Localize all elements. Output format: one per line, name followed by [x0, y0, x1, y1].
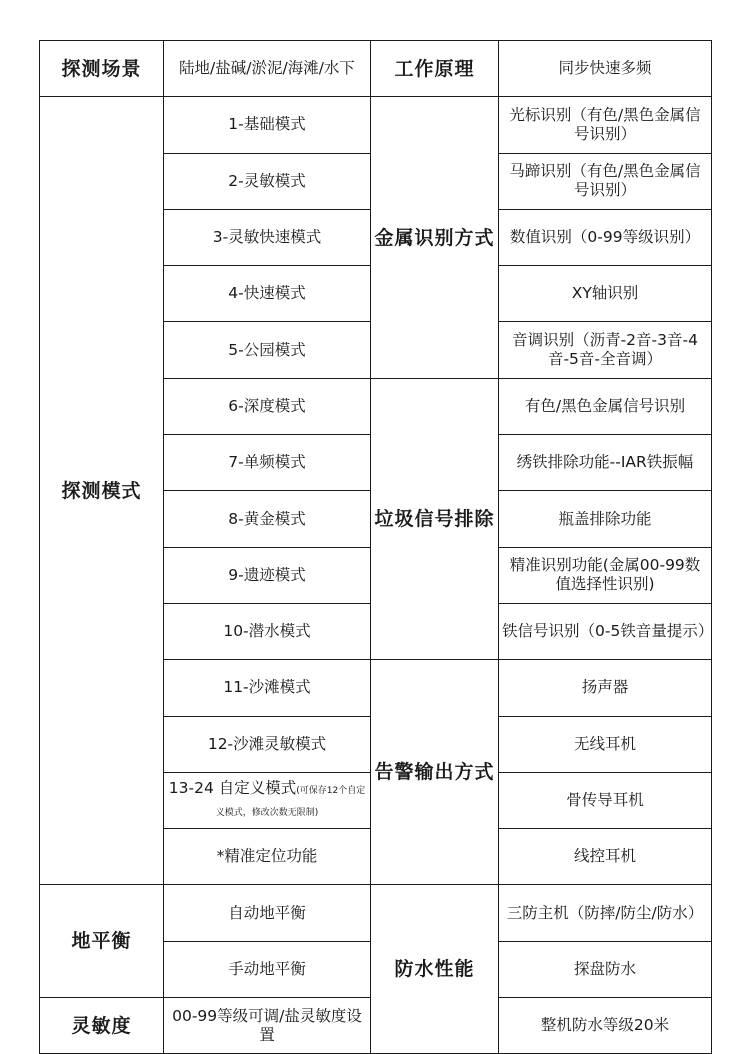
mode-item: 7-单频模式	[164, 435, 371, 491]
junk-reject-label: 垃圾信号排除	[371, 378, 499, 659]
ground-balance-item: 自动地平衡	[164, 885, 371, 941]
alarm-output-label: 告警输出方式	[371, 660, 499, 885]
mode-item: 12-沙滩灵敏模式	[164, 716, 371, 772]
mode-item: 1-基础模式	[164, 97, 371, 153]
waterproof-item: 探盘防水	[499, 941, 712, 997]
mode-item: 2-灵敏模式	[164, 153, 371, 209]
mode-item-custom	[164, 772, 371, 828]
row-header	[40, 41, 712, 97]
scene-label: 探测场景	[40, 41, 164, 97]
mode-item: 10-潜水模式	[164, 603, 371, 659]
mode-item: 6-深度模式	[164, 378, 371, 434]
mode-custom-note: (可保存12个自定义模式，修改次数无限制)	[215, 785, 366, 818]
mode-item: 5-公园模式	[164, 322, 371, 378]
metal-id-label: 金属识别方式	[371, 97, 499, 378]
junk-item: 精准识别功能(金属00-99数值选择性识别)	[499, 547, 712, 603]
mode-item: 8-黄金模式	[164, 491, 371, 547]
alarm-item: 扬声器	[499, 660, 712, 716]
mode-item: *精准定位功能	[164, 829, 371, 885]
waterproof-label: 防水性能	[371, 885, 499, 1054]
junk-item: 瓶盖排除功能	[499, 491, 712, 547]
mode-item: 9-遗迹模式	[164, 547, 371, 603]
ground-balance-label: 地平衡	[40, 885, 164, 998]
alarm-item: 无线耳机	[499, 716, 712, 772]
mode-custom-label: 13-24 自定义模式	[168, 778, 297, 797]
metal-id-item: 音调识别（沥青-2音-3音-4音-5音-全音调）	[499, 322, 712, 378]
junk-item: 绣铁排除功能--IAR铁振幅	[499, 435, 712, 491]
mode-item: 11-沙滩模式	[164, 660, 371, 716]
junk-item: 有色/黑色金属信号识别	[499, 378, 712, 434]
table-row	[40, 97, 712, 153]
sensitivity-label: 灵敏度	[40, 998, 164, 1054]
principle-label: 工作原理	[371, 41, 499, 97]
sensitivity-value: 00-99等级可调/盐灵敏度设置	[164, 998, 371, 1054]
principle-value: 同步快速多频	[499, 41, 712, 97]
ground-balance-item: 手动地平衡	[164, 941, 371, 997]
alarm-item: 骨传导耳机	[499, 772, 712, 828]
metal-id-item: XY轴识别	[499, 266, 712, 322]
detect-modes-label: 探测模式	[40, 97, 164, 885]
spec-table	[39, 40, 712, 1054]
table-row	[40, 885, 712, 941]
scene-value: 陆地/盐碱/淤泥/海滩/水下	[164, 41, 371, 97]
junk-item: 铁信号识别（0-5铁音量提示）	[499, 603, 712, 659]
metal-id-item: 马蹄识别（有色/黑色金属信号识别）	[499, 153, 712, 209]
mode-item: 4-快速模式	[164, 266, 371, 322]
metal-id-item: 光标识别（有色/黑色金属信号识别）	[499, 97, 712, 153]
waterproof-item: 三防主机（防摔/防尘/防水）	[499, 885, 712, 941]
metal-id-item: 数值识别（0-99等级识别）	[499, 209, 712, 265]
mode-item: 3-灵敏快速模式	[164, 209, 371, 265]
waterproof-item: 整机防水等级20米	[499, 998, 712, 1054]
alarm-item: 线控耳机	[499, 829, 712, 885]
